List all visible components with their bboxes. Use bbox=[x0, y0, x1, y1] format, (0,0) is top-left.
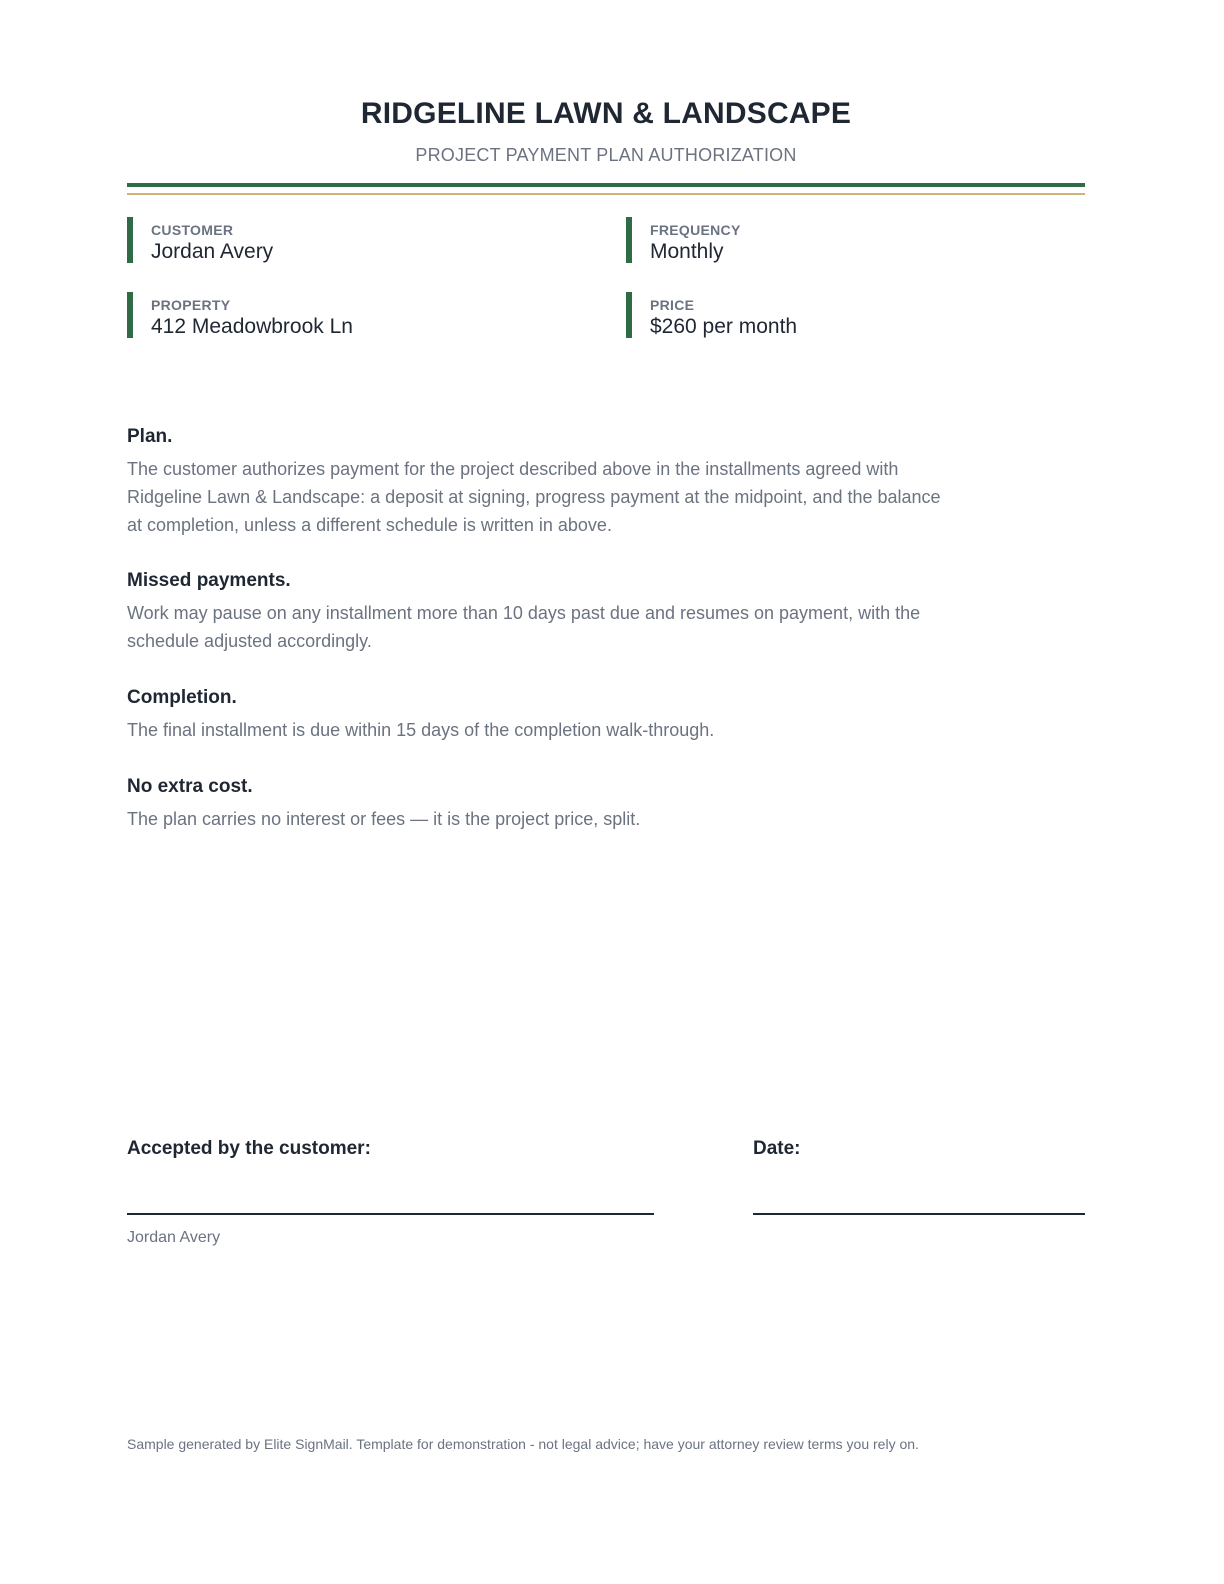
property-label: PROPERTY bbox=[151, 297, 231, 313]
price-label: PRICE bbox=[650, 297, 695, 313]
customer-field bbox=[127, 217, 567, 263]
company-name: RIDGELINE LAWN & LANDSCAPE bbox=[360, 97, 852, 130]
customer-label: CUSTOMER bbox=[151, 222, 234, 238]
header-divider-green bbox=[127, 183, 1085, 187]
header-divider-gold bbox=[127, 193, 1085, 195]
document-page bbox=[127, 0, 1085, 1584]
term-heading: No extra cost. bbox=[127, 776, 253, 797]
term-body: The final installment is due within 15 days of the completion walk-through. bbox=[127, 720, 715, 740]
frequency-field bbox=[626, 217, 1066, 263]
footer-disclaimer: Sample generated by Elite SignMail. Template for demonstration - not legal advice; have your attorney review terms you rely on. bbox=[127, 1436, 919, 1452]
term-heading: Plan. bbox=[127, 426, 173, 447]
term-completion bbox=[127, 686, 947, 744]
term-no-extra-cost bbox=[127, 775, 947, 833]
term-body: The plan carries no interest or fees — it is the project price, split. bbox=[127, 809, 641, 829]
date-signature-line[interactable] bbox=[753, 1213, 1085, 1215]
document-title: PROJECT PAYMENT PLAN AUTHORIZATION bbox=[415, 145, 797, 165]
price-field bbox=[626, 292, 1066, 338]
term-body: The customer authorizes payment for the project described above in the installments agreed with Ridgeline Lawn & Landscape: a deposit at signing, progress payment at the midpoint, and the balance at completion, unless a different schedule is written in above. bbox=[127, 459, 941, 535]
property-field bbox=[127, 292, 567, 338]
signer-name: Jordan Avery bbox=[127, 1229, 221, 1246]
property-value: 412 Meadowbrook Ln bbox=[151, 315, 353, 338]
term-body: Work may pause on any installment more than 10 days past due and resumes on payment, with the schedule adjusted accordingly. bbox=[127, 603, 921, 651]
customer-signature-line[interactable] bbox=[127, 1213, 654, 1215]
customer-acceptance-label: Accepted by the customer: bbox=[127, 1138, 371, 1159]
frequency-value: Monthly bbox=[650, 240, 724, 263]
term-heading: Missed payments. bbox=[127, 570, 291, 591]
frequency-label: FREQUENCY bbox=[650, 222, 741, 238]
price-value: $260 per month bbox=[650, 315, 798, 338]
term-heading: Completion. bbox=[127, 687, 237, 708]
term-missed-payments bbox=[127, 569, 947, 655]
term-plan bbox=[127, 425, 947, 539]
customer-value: Jordan Avery bbox=[151, 240, 274, 263]
date-label: Date: bbox=[753, 1138, 801, 1159]
